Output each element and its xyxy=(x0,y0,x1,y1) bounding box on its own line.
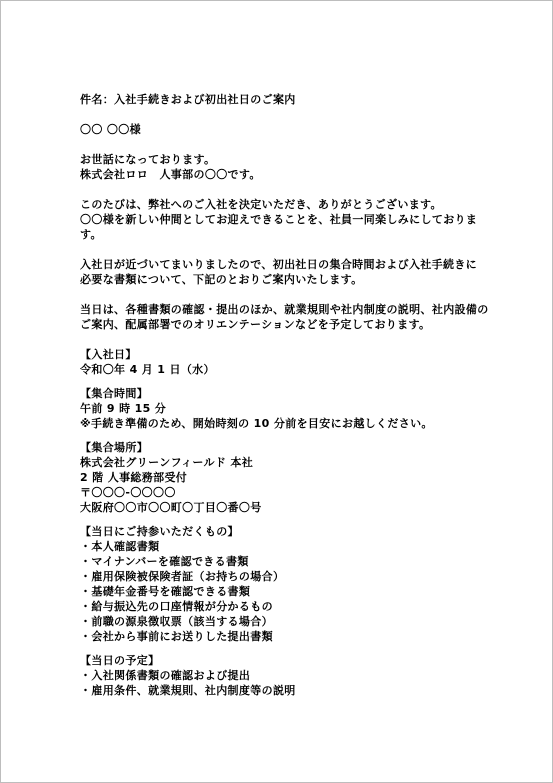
meeting-time-heading: 【集合時間】 xyxy=(80,387,149,400)
subject-line: 件名：入社手続きおよび初出社日のご案内 xyxy=(80,93,296,106)
list-item: ・基礎年金番号を確認できる書類 xyxy=(80,585,251,598)
join-date-value: 令和〇年 4 月 1 日（水） xyxy=(80,363,215,376)
floor-reception: 2 階 人事総務部受付 xyxy=(80,471,188,484)
sender-line: 株式会社ロロ 人事部の〇〇です。 xyxy=(80,168,261,181)
paragraph-text: このたびは、弊社へのご入社を決定いただき、ありがとうございます。 xyxy=(80,198,442,211)
meeting-place-heading: 【集合場所】 xyxy=(80,441,149,454)
paragraph-text: 当日は、各種書類の確認・提出のほか、就業規則や社内制度の説明、社内設備の xyxy=(80,303,489,316)
address: 大阪府〇〇市〇〇町〇丁目〇番〇号 xyxy=(80,501,262,514)
list-item: ・前職の源泉徴収票（該当する場合） xyxy=(80,615,273,628)
paragraph-text: す。 xyxy=(80,228,102,241)
list-item: ・マイナンバーを確認できる書類 xyxy=(80,555,249,568)
paragraph-text: 入社日が近づいてまいりましたので、初出社日の集合時間および入社手続きに xyxy=(80,258,478,271)
schedule-heading: 【当日の予定】 xyxy=(80,654,160,667)
paragraph-text: 〇〇様を新しい仲間としてお迎えできることを、社員一同楽しみにしておりま xyxy=(80,213,478,226)
items-heading: 【当日にご持参いただくもの】 xyxy=(80,525,239,538)
list-item: ・給与振込先の口座情報が分かるもの xyxy=(80,600,273,613)
join-date-heading: 【入社日】 xyxy=(80,348,137,361)
greeting-line: お世話になっております。 xyxy=(80,153,216,166)
paragraph-text: 必要な書類について、下記のとおりご案内いたします。 xyxy=(80,273,363,286)
meeting-time-value: 午前 9 時 15 分 xyxy=(80,402,167,415)
email-body xyxy=(80,92,500,698)
list-item: ・会社から事前にお送りした提出書類 xyxy=(80,630,273,643)
company-name: 株式会社グリーンフィールド 本社 xyxy=(80,456,254,469)
paragraph-text: ご案内、配属部署でのオリエンテーションなどを予定しております。 xyxy=(80,318,431,331)
list-item: ・雇用保険被保険者証（お持ちの場合） xyxy=(80,570,285,583)
list-item: ・雇用条件、就業規則、社内制度等の説明 xyxy=(80,684,296,697)
list-item: ・本人確認書類 xyxy=(80,540,160,553)
list-item: ・入社関係書類の確認および提出 xyxy=(80,669,251,682)
recipient-name: 〇〇 〇〇様 xyxy=(80,123,141,136)
postal-code: 〒〇〇〇-〇〇〇〇 xyxy=(80,486,176,499)
meeting-time-note: ※手続き準備のため、開始時刻の 10 分前を目安にお越しください。 xyxy=(80,417,433,430)
